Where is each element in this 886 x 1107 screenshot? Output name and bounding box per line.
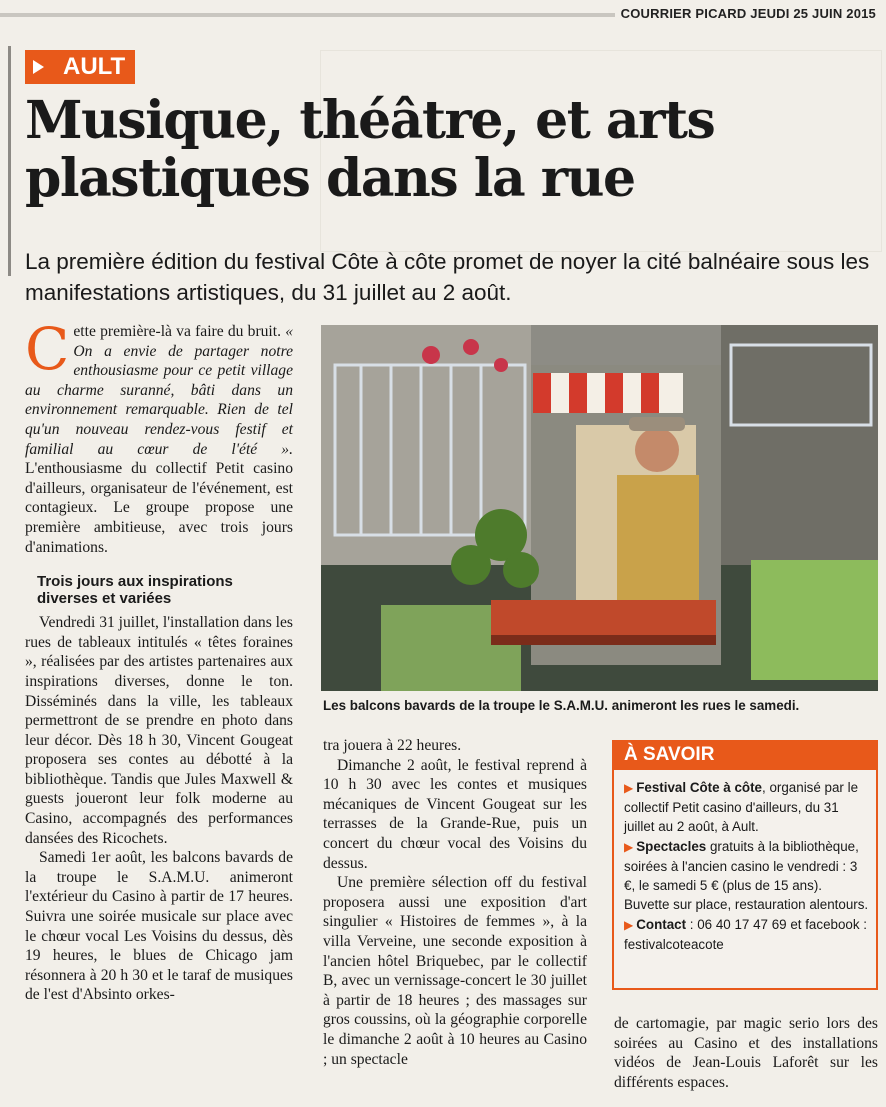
arrow-icon: ▶ xyxy=(624,840,634,854)
body-paragraph: Samedi 1er août, les balcons bavards de la troupe le S.A.M.U. animeront l'extérieur du Casino à partir de 17 heures. Suivra une soirée musicale sur place avec le chœur vocal Les Voisins du dessus, dès 19 heures, le blues de Chicago jam résonnera à 20 h 30 et le taraf de musiques de l'est d'Absinto orkes- xyxy=(25,849,293,1004)
article-photo xyxy=(321,325,878,691)
triangle-icon xyxy=(33,60,44,74)
dropcap: C xyxy=(25,315,70,383)
masthead-rule xyxy=(0,13,615,17)
arrow-icon: ▶ xyxy=(624,918,634,932)
article-deck: La première édition du festival Côte à côte promet de noyer la cité balnéaire sous les manifestations artistiques, du 31 juillet au 2 août. xyxy=(25,249,870,305)
body-paragraph: Vendredi 31 juillet, l'installation dans les rues de tableaux intitulés « têtes foraines », réalisées par des artistes partenaires aux inspirations diverses, donne le ton. Disséminés dans la ville, les tableaux permettront de se prendre en photo dans leur décor. Dès 18 h 30, Vincent Gougeat proposera ses contes au débotté à la bibliothèque. Tandis que Jules Maxwell & guests joueront leur folk moderne au Casino, accompagnés des performances dansées des Ricochets. xyxy=(25,614,293,847)
masthead-bar xyxy=(0,0,886,28)
info-item-text: : 06 40 17 47 69 et facebook : festivalcoteacote xyxy=(624,917,867,952)
article-column-3 xyxy=(614,1014,878,1092)
info-item-text: , organisé par le collectif Petit casino d'ailleurs, du 31 juillet au 2 août, à Ault. xyxy=(624,780,859,834)
info-item xyxy=(624,778,870,836)
arrow-icon: ▶ xyxy=(624,781,634,795)
column-rule xyxy=(8,46,11,276)
info-item xyxy=(624,915,870,954)
continued-text: tra jouera à 22 heures. xyxy=(323,737,462,754)
info-box xyxy=(612,740,878,990)
article-column-2 xyxy=(323,736,587,1069)
info-item-title: Spectacles xyxy=(636,839,707,854)
article-column-1 xyxy=(25,315,293,1005)
section-subhead: Trois jours aux inspirations diverses et variées xyxy=(37,573,233,608)
continued-text: de cartomagie, par magic serio lors des soirées au Casino et des installations vidéos de Jean-Louis Laforêt sur les différents espaces. xyxy=(614,1015,878,1091)
intro-quote: « On a envie de partager notre enthousiasme pour ce petit village au charme suranné, bâti dans un environnement remarquable. Rien de tel qu'un nouveau rendez-vous festif et familial au cœur de l'été ». xyxy=(25,323,293,458)
intro-rest: L'enthousiasme du collectif Petit casino d'ailleurs, organisateur de l'événement, est contagieux. Le groupe propose une première ambitieuse, avec trois jours d'animations. xyxy=(25,460,293,556)
info-item-title: Contact xyxy=(636,917,687,932)
kicker-label: AULT xyxy=(63,53,126,80)
info-item xyxy=(624,837,870,914)
location-kicker xyxy=(25,50,135,84)
info-box-title: À SAVOIR xyxy=(612,740,878,770)
info-box-body xyxy=(624,778,870,955)
balcony-photo-illustration xyxy=(321,325,878,691)
info-item-text: gratuits à la bibliothèque, soirées à l'ancien casino le vendredi : 3 €, le samedi 5 € (plus de 15 ans). Buvette sur place, restauration alentours. xyxy=(624,839,869,912)
masthead-text xyxy=(621,6,876,21)
issue-date: JEUDI 25 JUIN 2015 xyxy=(750,6,876,21)
newspaper-name: COURRIER PICARD xyxy=(620,6,747,21)
body-paragraph: Une première sélection off du festival proposera aussi une exposition d'art singulier « Histoires de femmes », à la villa Verveine, une seconde exposition à l'ancien hôtel Briquebec, par le collectif B, avec un vernissage-concert le 30 juillet à partir de 18 heures ; des massages sur gros coussins, où la géographie corporelle le dimanche 2 août à 10 heures au Casino ; un spectacle xyxy=(323,874,587,1068)
intro-paragraph xyxy=(25,315,293,557)
photo-caption: Les balcons bavards de la troupe le S.A.M.U. animeront les rues le samedi. xyxy=(323,698,800,713)
body-paragraph: Dimanche 2 août, le festival reprend à 10 h 30 avec les contes et musiques mécaniques de Vincent Gougeat sur les terrasses de la Grande-Rue, puis un concert du chœur vocal des Voisins du dessus. xyxy=(323,756,587,872)
intro-plain: ette première-là va faire du bruit. xyxy=(73,323,286,340)
article-headline: Musique, théâtre, et arts plastiques dans la rue xyxy=(25,90,715,209)
info-item-title: Festival Côte à côte xyxy=(636,780,763,795)
